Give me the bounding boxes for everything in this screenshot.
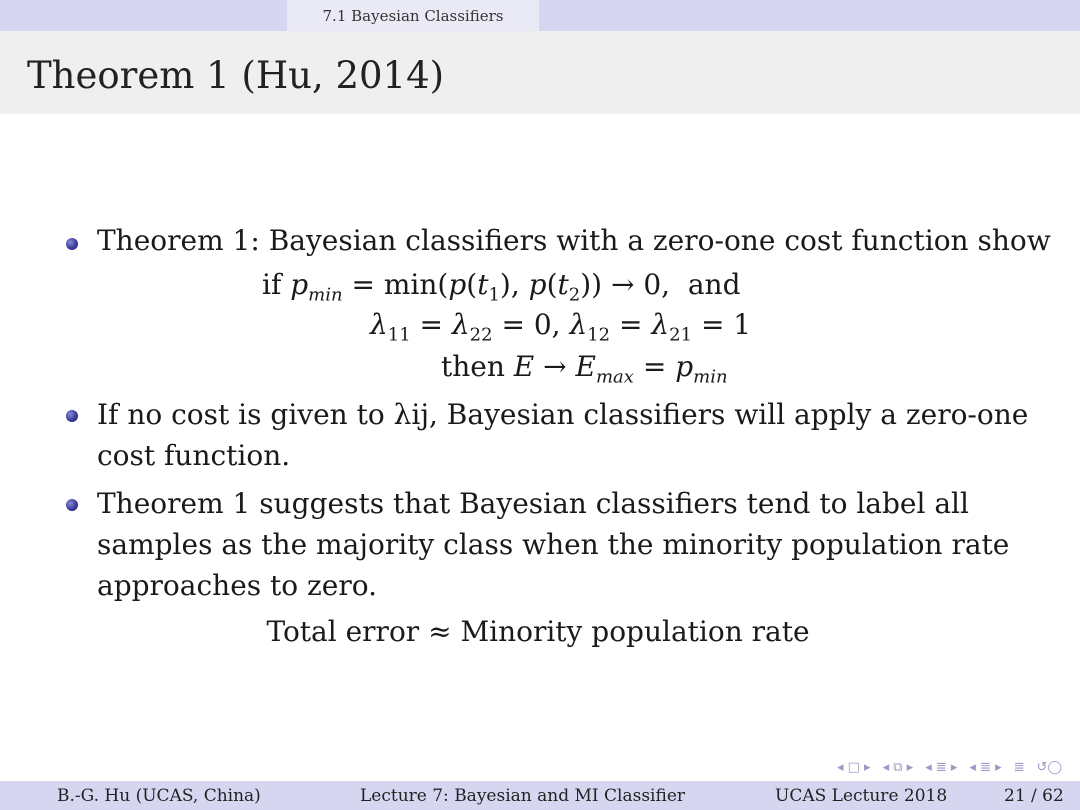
nav-search-icon[interactable]: ↺◯: [1036, 760, 1062, 775]
footer-course: UCAS Lecture 2018: [775, 786, 948, 806]
section-tab[interactable]: 7.1 Bayesian Classifiers: [287, 0, 539, 31]
nav-subsection-icon[interactable]: ◂ ≣ ▸: [969, 760, 1002, 775]
bullet-1-text: Theorem 1: Bayesian classifiers with a zero-one cost function show: [97, 224, 1051, 257]
bullet-2: [66, 410, 78, 422]
nav-left-right-icon[interactable]: ◂ □ ▸: [836, 760, 871, 775]
math-line-1: if $p_{min} = \min(p(t_1)$, $p(t_2)) \to 0$, and: [262, 268, 741, 306]
footer-author: B.-G. Hu (UCAS, China): [57, 786, 261, 806]
navigation-bar: [837, 760, 1070, 775]
header-bar: [0, 0, 1080, 31]
bullet-3-text: Theorem 1 suggests that Bayesian classifiers tend to label all samples as the majority class when the minority population rate approaches to zero.: [97, 487, 1010, 602]
footer-page: 21 / 62: [1004, 786, 1064, 806]
nav-frame-icon[interactable]: ◂ ⧉ ▸: [882, 760, 914, 775]
math-line-2: $\lambda_{11} = \lambda_{22} = 0$, $\lambda_{12} = \lambda_{21} = 1$: [370, 308, 752, 346]
nav-section-icon[interactable]: ◂ ≣ ▸: [925, 760, 958, 775]
summary-line: Total error ≈ Minority population rate: [266, 615, 810, 648]
footer-lecture: Lecture 7: Bayesian and MI Classifier: [360, 786, 686, 806]
bullet-2-text: If no cost is given to λij, Bayesian classifiers will apply a zero-one cost function.: [97, 398, 1029, 472]
slide-title: Theorem 1 (Hu, 2014): [27, 54, 445, 97]
bullet-1: [66, 238, 78, 250]
nav-align-icon[interactable]: ≣: [1013, 760, 1025, 775]
bullet-3: [66, 499, 78, 511]
footer-bar: [0, 781, 1080, 810]
math-line-3: then $E \to E_{max} = p_{min}$: [441, 350, 728, 388]
